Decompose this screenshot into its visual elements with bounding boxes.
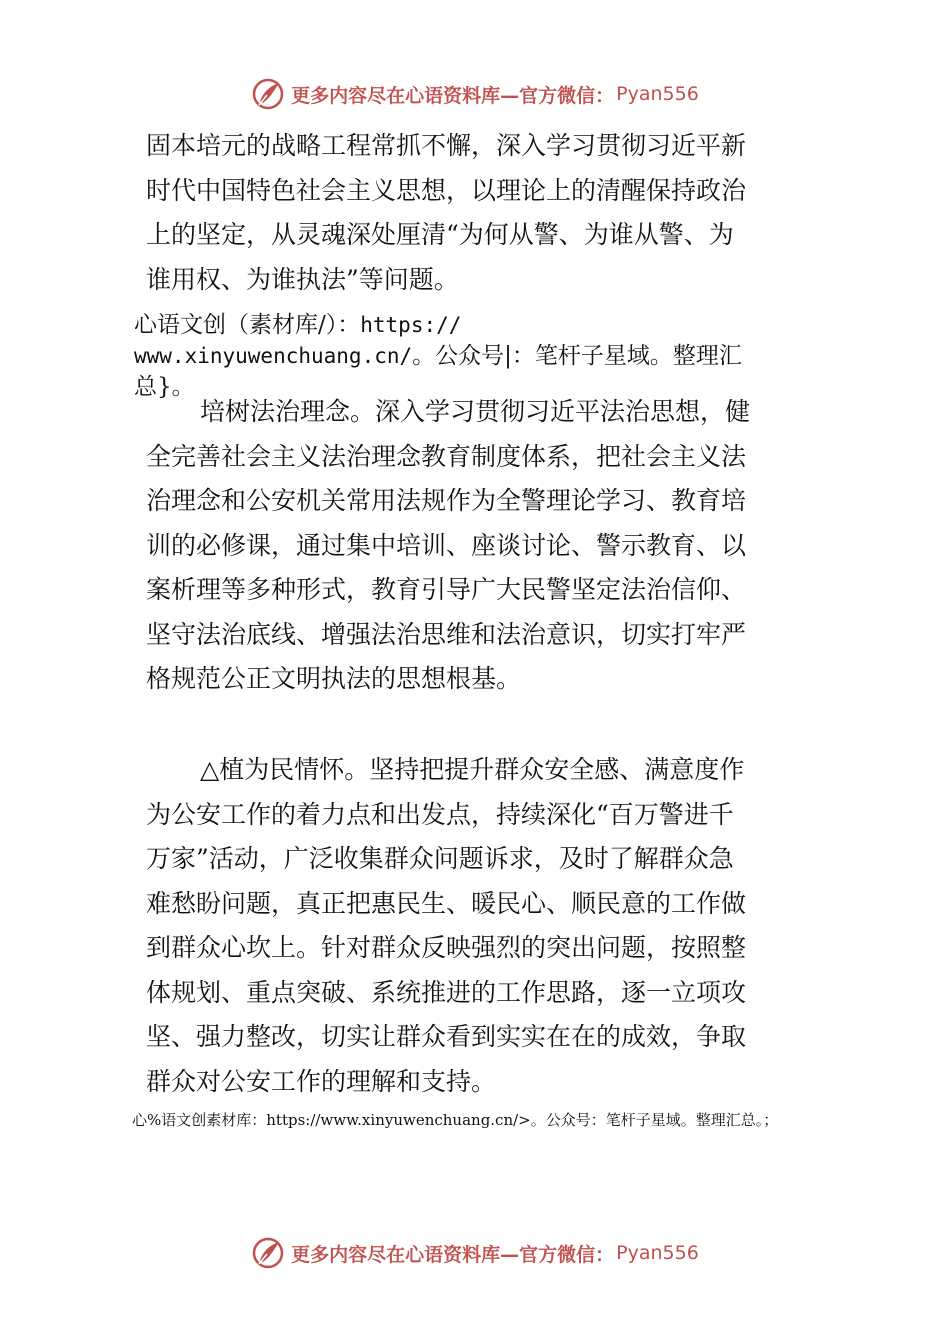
source-note-label: 。公众号|：笔杆子星域。整理汇 bbox=[412, 343, 742, 369]
paragraph-line: 上的坚定，从灵魂深处厘清“为何从警、为谁从警、为 bbox=[146, 220, 734, 249]
paragraph-line: 到群众心坎上。针对群众反映强烈的突出问题，按照整 bbox=[146, 933, 747, 962]
paragraph-line: 群众对公安工作的理解和支持。 bbox=[146, 1066, 497, 1096]
paragraph-3 bbox=[146, 748, 816, 1104]
source-note-line bbox=[134, 341, 834, 372]
paragraph-line: 固本培元的战略工程常抓不懈，深入学习贯彻习近平新 bbox=[146, 131, 747, 160]
paragraph-line: 全完善社会主义法治理念教育制度体系，把社会主义法 bbox=[146, 441, 747, 471]
source-note-label: 心语文创（素材库/）： bbox=[134, 312, 361, 338]
paragraph-line: 时代中国特色社会主义思想，以理论上的清醒保持政治 bbox=[146, 175, 747, 205]
paragraph-line: △植为民情怀。坚持把提升群众安全感、满意度作 bbox=[200, 755, 745, 784]
header-banner-wechat-id: Pyan556 bbox=[616, 83, 699, 105]
paragraph-line: 万家”活动，广泛收集群众问题诉求，及时了解群众急 bbox=[146, 844, 734, 873]
paragraph-line: 培树法治理念。深入学习贯彻习近平法治思想，健 bbox=[200, 397, 751, 426]
paragraph-line: 为公安工作的着力点和出发点，持续深化“百万警进千 bbox=[146, 799, 734, 829]
source-note-line: 总}。 bbox=[134, 374, 195, 400]
header-banner-text: 更多内容尽在心语资料库—官方微信： bbox=[291, 84, 615, 107]
paragraph-line: 格规范公正文明执法的思想根基。 bbox=[146, 664, 522, 693]
footer-banner-wechat-id: Pyan556 bbox=[616, 1242, 699, 1264]
paragraph-line: 案析理等多种形式，教育引导广大民警坚定法治信仰、 bbox=[146, 575, 747, 604]
paragraph-line: 体规划、重点突破、系统推进的工作思路，逐一立项攻 bbox=[146, 977, 747, 1007]
paragraph-line: 坚、强力整改，切实让群众看到实实在在的成效，争取 bbox=[146, 1022, 747, 1051]
footer-banner-text: 更多内容尽在心语资料库—官方微信： bbox=[291, 1243, 615, 1266]
paragraph-line: 难愁盼问题，真正把惠民生、暖民心、顺民意的工作做 bbox=[146, 888, 747, 918]
feather-pen-logo-icon bbox=[251, 1236, 285, 1270]
source-note-url: www.xinyuwenchuang.cn/ bbox=[134, 344, 413, 368]
paragraph-2 bbox=[146, 390, 816, 702]
footer-banner bbox=[0, 1233, 950, 1273]
source-note-line bbox=[134, 310, 834, 341]
feather-pen-logo-icon bbox=[251, 77, 285, 111]
source-note-2: 心%语文创素材库：https://www.xinyuwenchuang.cn/>。公众号：笔杆子星域。整理汇总。； bbox=[132, 1111, 779, 1129]
paragraph-line: 谁用权、为谁执法”等问题。 bbox=[146, 264, 459, 294]
paragraph-line: 治理念和公安机关常用法规作为全警理论学习、教育培 bbox=[146, 486, 747, 515]
source-note-url: https:// bbox=[360, 313, 462, 337]
paragraph-1 bbox=[146, 124, 816, 302]
paragraph-line: 坚守法治底线、增强法治思维和法治意识，切实打牢严 bbox=[146, 619, 747, 649]
paragraph-line: 训的必修课，通过集中培训、座谈讨论、警示教育、以 bbox=[146, 530, 747, 560]
header-banner bbox=[0, 74, 950, 114]
